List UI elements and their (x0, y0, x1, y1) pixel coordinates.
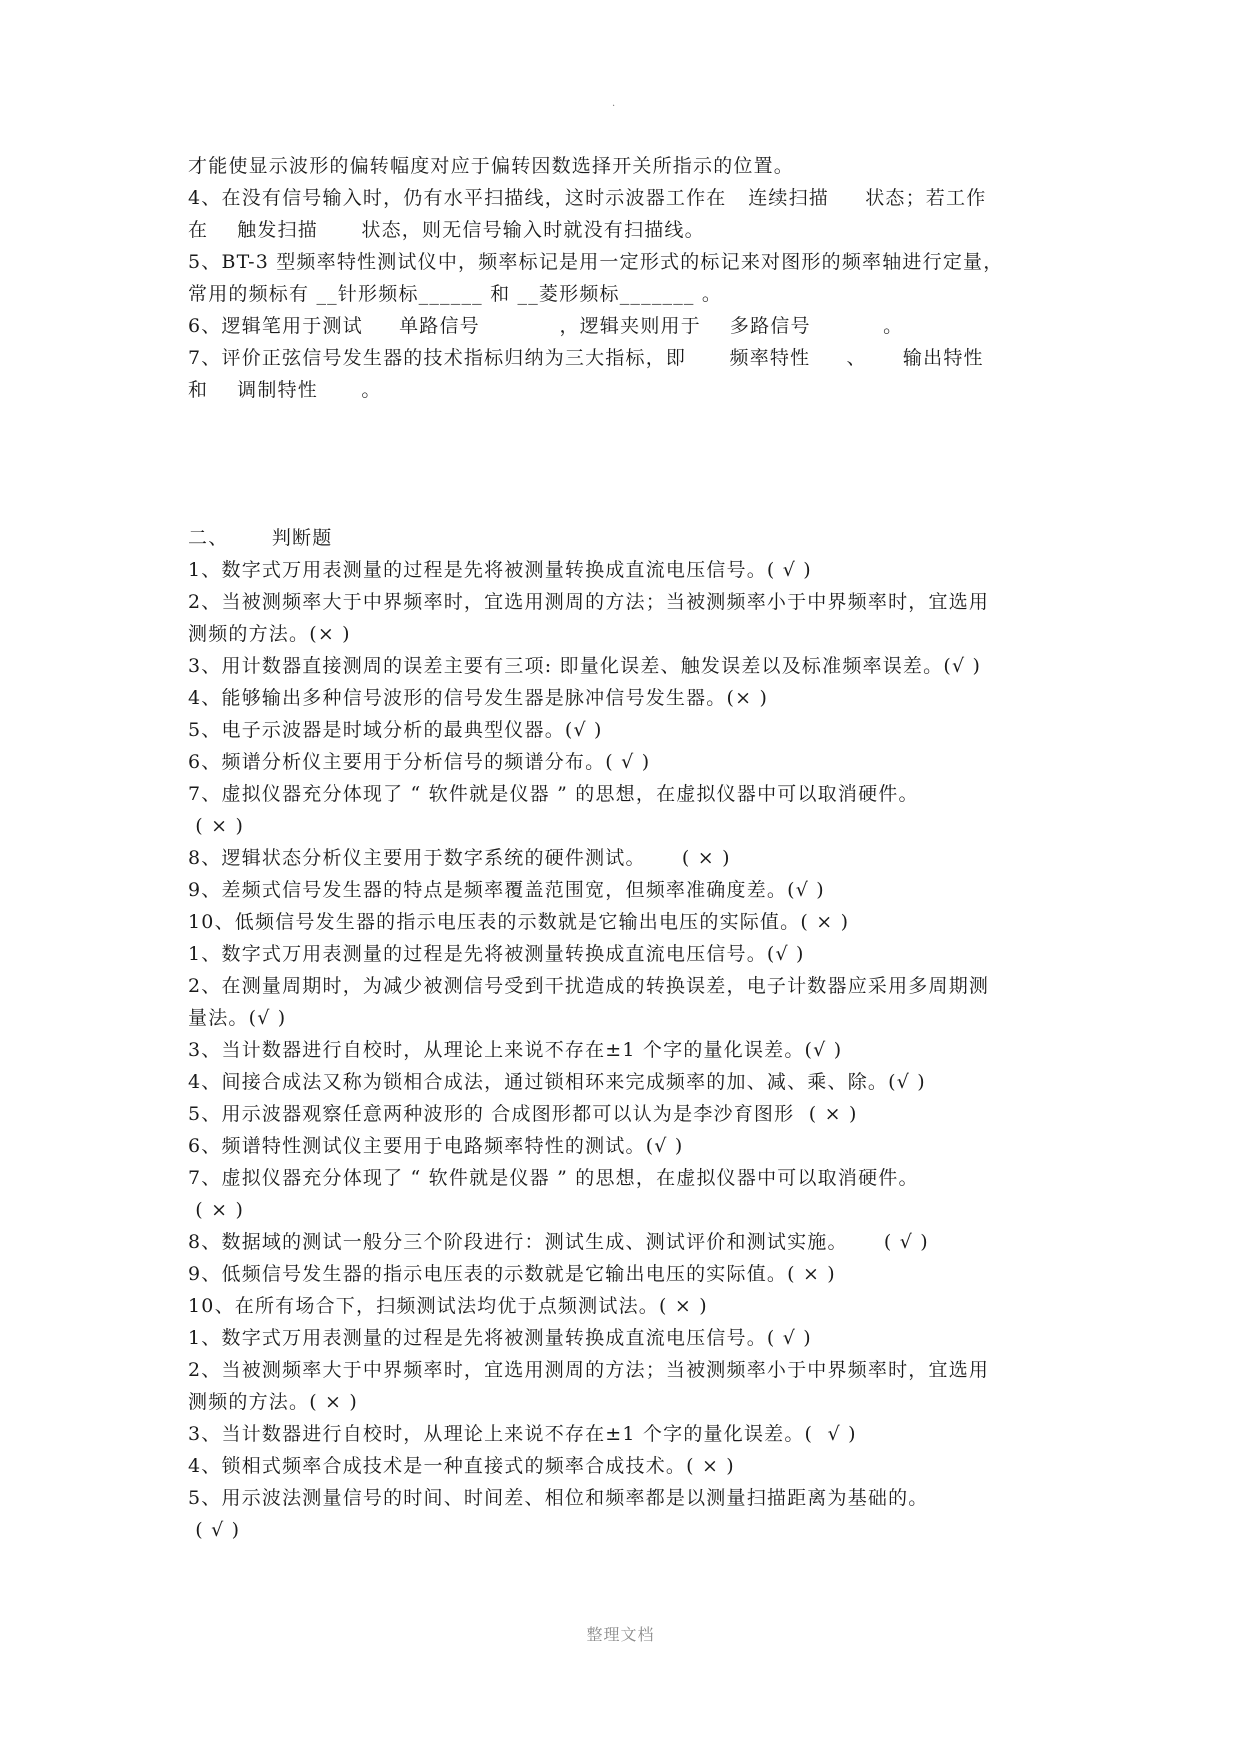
judgment-line: 5、电子示波器是时域分析的最典型仪器。(√ ) (188, 719, 603, 741)
judgment-line: 9、差频式信号发生器的特点是频率覆盖范围宽，但频率准确度差。(√ ) (188, 879, 825, 901)
fill-blank-line: 和 调制特性 。 (188, 379, 382, 401)
section-title-judgment: 二、 判断题 (188, 527, 333, 549)
judgment-line: ( × ) (188, 815, 245, 837)
judgment-line: 2、当被测频率大于中界频率时，宜选用测周的方法；当被测频率小于中界频率时，宜选用 (188, 591, 990, 613)
judgment-line: 6、频谱特性测试仪主要用于电路频率特性的测试。(√ ) (188, 1135, 684, 1157)
judgment-line: 4、能够输出多种信号波形的信号发生器是脉冲信号发生器。(× ) (188, 687, 769, 709)
judgment-line: 测频的方法。( × ) (188, 1391, 359, 1413)
fill-blank-line: 6、逻辑笔用于测试 单路信号 ，逻辑夹则用于 多路信号 。 (188, 315, 904, 337)
section-spacer (188, 406, 1068, 522)
judgment-line: 量法。(√ ) (188, 1007, 287, 1029)
fill-blank-line: 才能使显示波形的偏转幅度对应于偏转因数选择开关所指示的位置。 (188, 155, 795, 177)
fill-blank-line: 4、在没有信号输入时，仍有水平扫描线，这时示波器工作在 连续扫描 状态；若工作 (188, 187, 987, 209)
judgment-section (188, 554, 1068, 1546)
judgment-line: 9、低频信号发生器的指示电压表的示数就是它输出电压的实际值。( × ) (188, 1263, 836, 1285)
judgment-line: 3、当计数器进行自校时，从理论上来说不存在±1 个字的量化误差。( √ ) (188, 1423, 857, 1445)
judgment-line: 10、在所有场合下，扫频测试法均优于点频测试法。( × ) (188, 1295, 708, 1317)
judgment-line: 6、频谱分析仪主要用于分析信号的频谱分布。( √ ) (188, 751, 651, 773)
judgment-line: 5、用示波器观察任意两种波形的 合成图形都可以认为是李沙育图形 ( × ) (188, 1103, 858, 1125)
judgment-line: 5、用示波法测量信号的时间、时间差、相位和频率都是以测量扫描距离为基础的。 (188, 1487, 929, 1509)
judgment-line: 3、当计数器进行自校时，从理论上来说不存在±1 个字的量化误差。(√ ) (188, 1039, 843, 1061)
header-dot: . (612, 98, 616, 109)
page-footer: 整理文档 (586, 1625, 655, 1644)
judgment-line: 1、数字式万用表测量的过程是先将被测量转换成直流电压信号。( √ ) (188, 559, 812, 581)
fill-blank-line: 7、评价正弦信号发生器的技术指标归纳为三大指标，即 频率特性 、 输出特性 (188, 347, 984, 369)
judgment-line: 7、虚拟仪器充分体现了 “ 软件就是仪器 ” 的思想，在虚拟仪器中可以取消硬件。 (188, 783, 919, 805)
judgment-line: 10、低频信号发生器的指示电压表的示数就是它输出电压的实际值。( × ) (188, 911, 850, 933)
fill-blank-section (188, 150, 1068, 406)
fill-blank-line: 5、BT-3 型频率特性测试仪中，频率标记是用一定形式的标记来对图形的频率轴进行定量， (188, 251, 1004, 273)
judgment-line: 8、数据域的测试一般分三个阶段进行：测试生成、测试评价和测试实施。 ( √ ) (188, 1231, 929, 1253)
judgment-line: 8、逻辑状态分析仪主要用于数字系统的硬件测试。 ( × ) (188, 847, 731, 869)
judgment-line: 4、锁相式频率合成技术是一种直接式的频率合成技术。( × ) (188, 1455, 735, 1477)
judgment-line: 2、当被测频率大于中界频率时，宜选用测周的方法；当被测频率小于中界频率时，宜选用 (188, 1359, 990, 1381)
judgment-line: ( √ ) (188, 1519, 241, 1541)
judgment-line: 7、虚拟仪器充分体现了 “ 软件就是仪器 ” 的思想，在虚拟仪器中可以取消硬件。 (188, 1167, 919, 1189)
judgment-line: ( × ) (188, 1199, 245, 1221)
judgment-line: 4、间接合成法又称为锁相合成法，通过锁相环来完成频率的加、减、乘、除。(√ ) (188, 1071, 926, 1093)
fill-blank-line: 在 触发扫描 状态，则无信号输入时就没有扫描线。 (188, 219, 705, 241)
document-body (188, 150, 1068, 1546)
judgment-line: 3、用计数器直接测周的误差主要有三项: 即量化误差、触发误差以及标准频率误差。(√ ) (188, 655, 982, 677)
judgment-line: 测频的方法。(× ) (188, 623, 351, 645)
judgment-line: 2、在测量周期时，为减少被测信号受到干扰造成的转换误差，电子计数器应采用多周期测 (188, 975, 990, 997)
fill-blank-line: 常用的频标有 __针形频标______ 和 __菱形频标_______ 。 (188, 283, 723, 305)
judgment-line: 1、数字式万用表测量的过程是先将被测量转换成直流电压信号。( √ ) (188, 1327, 812, 1349)
judgment-line: 1、数字式万用表测量的过程是先将被测量转换成直流电压信号。(√ ) (188, 943, 805, 965)
